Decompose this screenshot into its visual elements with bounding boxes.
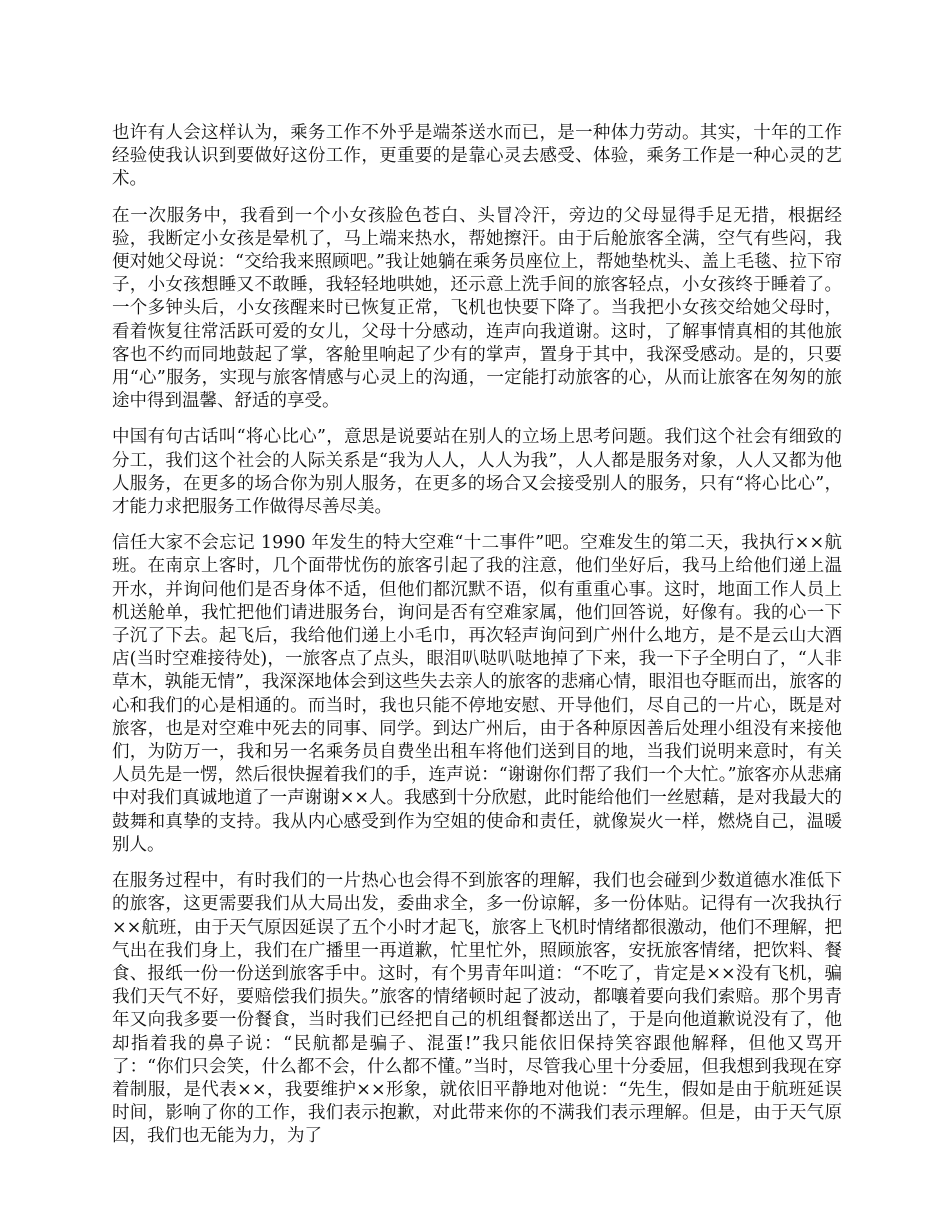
paragraph-5: 在服务过程中，有时我们的一片热心也会得不到旅客的理解，我们也会碰到少数道德水准低下的旅客，这更需要我们从大局出发，委曲求全，多一份谅解，多一份体贴。记得有一次我执行××航班，由于天气原因延误了五个小时才起飞，旅客上飞机时情绪都很激动，他们不理解，把气出在我们身上，我们在广播里一再道歉，忙里忙外，照顾旅客，安抚旅客情绪，把饮料、餐食、报纸一份一份送到旅客手中。这时，有个男青年叫道：“不吃了，肯定是××没有飞机，骗我们天气不好，要赔偿我们损失。”旅客的情绪顿时起了波动，都嚷着要向我们索赔。那个男青年又向我多要一份餐食，当时我们已经把自己的机组餐都送出了，于是向他道歉说没有了，他却指着我的鼻子说：“民航都是骗子、混蛋!”我只能依旧保持笑容跟他解释，但他又骂开了：“你们只会笑，什么都不会，什么都不懂。”当时，尽管我心里十分委屈，但我想到我现在穿着制服，是代表××，我要维护××形象，就依旧平静地对他说：“先生，假如是由于航班延误时间，影响了你的工作，我们表示抱歉，对此带来你的不满我们表示理解。但是，由于天气原因，我们也无能为力，为了 xyxy=(112,871,842,1147)
paragraph-4: 信任大家不会忘记 1990 年发生的特大空难“十二事件”吧。空难发生的第二天，我执行××航班。在南京上客时，几个面带忧伤的旅客引起了我的注意，他们坐好后，我马上给他们递上温开水，并询问他们是否身体不适，但他们都沉默不语，似有重重心事。这时，地面工作人员上机送舱单，我忙把他们请进服务台，询问是否有空难家属，他们回答说，好像有。我的心一下子沉了下去。起飞后，我给他们递上小毛巾，再次轻声询问到广州什么地方，是不是云山大酒店(当时空难接待处)，一旅客点了点头，眼泪叭哒叭哒地掉了下来，我一下子全明白了，“人非草木，孰能无情”，我深深地体会到这些失去亲人的旅客的悲痛心情，眼泪也夺眶而出，旅客的心和我们的心是相通的。而当时，我也只能不停地安慰、开导他们，尽自己的一片心，既是对旅客，也是对空难中死去的同事、同学。到达广州后，由于各种原因善后处理小组没有来接他们，为防万一，我和另一名乘务员自费坐出租车将他们送到目的地，当我们说明来意时，有关人员先是一愣，然后很快握着我们的手，连声说：“谢谢你们帮了我们一个大忙。”旅客亦从悲痛中对我们真诚地道了一声谢谢××人。我感到十分欣慰，此时能给他们一丝慰藉，是对我最大的鼓舞和真挚的支持。我从内心感受到作为空姐的使命和责任，就像炭火一样，燃烧自己，温暖别人。 xyxy=(112,533,842,855)
paragraph-1: 也许有人会这样认为，乘务工作不外乎是端茶送水而已，是一种体力劳动。其实，十年的工作经验使我认识到要做好这份工作，更重要的是靠心灵去感受、体验，乘务工作是一种心灵的艺术。 xyxy=(112,123,842,190)
document-body xyxy=(112,122,842,1162)
paragraph-3: 中国有句古话叫“将心比心”，意思是说要站在别人的立场上思考问题。我们这个社会有细致的分工，我们这个社会的人际关系是“我为人人，人人为我”，人人都是服务对象，人人又都为他人服务，在更多的场合你为别人服务，在更多的场合又会接受别人的服务，只有“将心比心”，才能力求把服务工作做得尽善尽美。 xyxy=(112,427,842,518)
paragraph-2: 在一次服务中，我看到一个小女孩脸色苍白、头冒冷汗，旁边的父母显得手足无措，根据经验，我断定小女孩是晕机了，马上端来热水，帮她擦汗。由于后舱旅客全满，空气有些闷，我便对她父母说：“交给我来照顾吧。”我让她躺在乘务员座位上，帮她垫枕头、盖上毛毯、拉下帘子，小女孩想睡又不敢睡，我轻轻地哄她，还示意上洗手间的旅客轻点，小女孩终于睡着了。一个多钟头后，小女孩醒来时已恢复正常，飞机也快要下降了。当我把小女孩交给她父母时，看着恢复往常活跃可爱的女儿，父母十分感动，连声向我道谢。这时，了解事情真相的其他旅客也不约而同地鼓起了掌，客舱里响起了少有的掌声，置身于其中，我深受感动。是的，只要用“心”服务，实现与旅客情感与心灵上的沟通，一定能打动旅客的心，从而让旅客在匆匆的旅途中得到温馨、舒适的享受。 xyxy=(112,205,842,412)
